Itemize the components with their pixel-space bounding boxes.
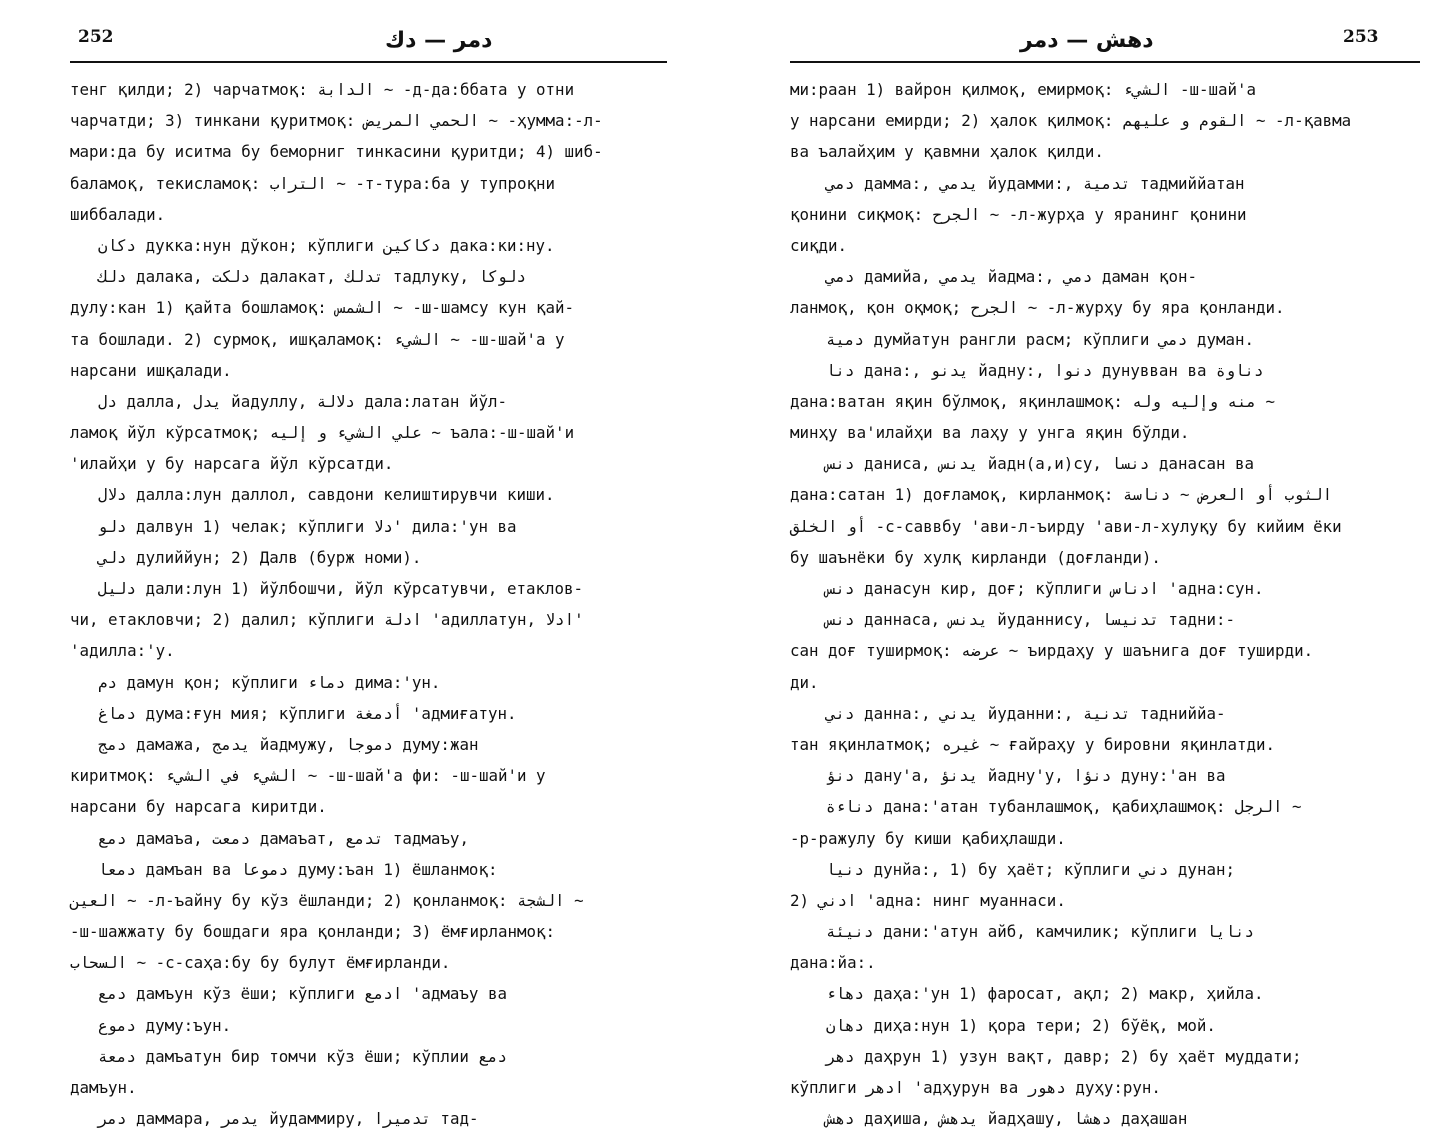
text-line: дулу:кан 1) қайта бошламоқ: الشمس ~ -ш-шамсу кун қай-: [70, 298, 575, 318]
text-line: ми:раан 1) вайрон қилмоқ, емирмоқ: الشيء -ш-шай'а: [790, 80, 1257, 99]
entry-line: دمعة дамъатун бир томчи кўз ёши; кўплии دمع: [98, 1046, 507, 1066]
text-line: нарсани ишқалади.: [70, 360, 232, 380]
text-line: кўплиги ادهر 'адҳурун ва دهور дуҳу:рун.: [790, 1078, 1161, 1097]
entry-line: دنس данасун кир, доғ; кўплиги ادناس 'адна:сун.: [826, 579, 1264, 598]
text-line: ва ъалайҳим у қавмни ҳалок қилди.: [790, 142, 1104, 162]
entry-line: دنيئة дани:'атун айб, камчилик; кўплиги دنايا: [826, 922, 1254, 942]
entry-line: دماغ дума:ғун мия; кўплиги أدمغة 'адмиғатун.: [98, 703, 517, 723]
entry-line: دكان дукка:нун дўкон; кўплиги دكاكين дака:ки:ну.: [98, 235, 555, 255]
text-line: ламоқ йўл кўрсатмоқ; علي الشيء و إليه ~ ъала:-ш-шай'и: [70, 423, 575, 443]
text-line: أو الخلق -с-саввбу 'ави-л-ъирду 'ави-л-хулуқу бу кийим ёки: [790, 516, 1342, 536]
entry-line: دلال далла:лун даллол, савдони келиштирувчи киши.: [98, 485, 555, 505]
text-line: сиқди.: [790, 235, 848, 255]
text-line: дана:ватан яқин бўлмоқ, яқинлашмоқ: منه وإليه وله ~: [790, 391, 1276, 411]
entry-line: دموع думу:ъун.: [98, 1015, 232, 1035]
text-line: та бошлади. 2) сурмоқ, ишқаламоқ: الشيء ~ -ш-шай'а у: [70, 329, 565, 349]
text-line: минҳу ва'илайҳи ва лаҳу у унга яқин бўлди.: [790, 423, 1190, 443]
entry-line: دهان диҳа:нун 1) қора тери; 2) бўёқ, мой.: [826, 1015, 1216, 1035]
entry-line: دمج дамажа, يدمج йадмужу, دموجا думу:жан: [98, 734, 479, 754]
entry-line: دليل дали:лун 1) йўлбошчи, йўл кўрсатувчи, етаклов-: [98, 579, 584, 598]
entry-line: دنيا дунйа:, 1) бу ҳаёт; кўплиги دني дунан;: [826, 859, 1235, 879]
text-line: сан доғ туширмоқ: عرضه ~ ъирдаҳу у шаънига доғ туширди.: [790, 641, 1314, 661]
dictionary-text: [790, 74, 1420, 1134]
page-number: 253: [1343, 27, 1379, 47]
entry-line: دهاء даҳа:'ун 1) фаросат, ақл; 2) макр, ҳийла.: [826, 984, 1264, 1004]
running-header: دهش — دمر: [1020, 28, 1154, 53]
text-line: бу шаънёки бу хулқ кирланди (доғланди).: [790, 547, 1161, 567]
text-line: дана:йа:.: [790, 953, 876, 973]
text-line: баламоқ, текисламоқ: التراب ~ -т-тура:ба у тупроқни: [70, 173, 556, 193]
entry-line: دمعا дамъан ва دموعا думу:ъан 1) ёшланмоқ:: [98, 859, 498, 879]
entry-line: دلو далвун 1) челак; кўплиги دلا' дила:'ун ва: [98, 516, 517, 536]
text-line: -р-ражулу бу киши қабиҳлашди.: [790, 828, 1066, 848]
header-rule: [790, 61, 1420, 63]
text-line: у нарсани емирди; 2) ҳалок қилмоқ: القوم و عليهم ~ -л-қавма: [790, 111, 1352, 131]
text-line: ланмоқ, қон оқмоқ; الجرح ~ -л-журҳу бу яра қонланди.: [790, 298, 1285, 318]
text-line: тенг қилди; 2) чарчатмоқ: الدابة ~ -д-да:ббата у отни: [70, 80, 575, 99]
entry-line: دمية думйатун рангли расм; кўплиги دمي думан.: [826, 329, 1254, 349]
entry-line: دمع дамаъа, دمعت дамаъат, تدمع тадмаъу,: [98, 828, 469, 848]
text-line: нарсани бу нарсага киритди.: [70, 797, 327, 817]
text-line: мари:да бу иситма бу беморниг тинкасини қуритди; 4) шиб-: [70, 142, 603, 162]
text-line: 2) ادني 'адна: нинг муаннаси.: [790, 890, 1066, 910]
entry-line: دمر даммара, يدمر йудаммиру, تدميرا тад-: [98, 1109, 479, 1129]
text-line: 'илайҳи у бу нарсага йўл кўрсатди.: [70, 454, 394, 474]
text-line: киритмоқ: الشيء في الشيء ~ -ш-шай'а фи: -ш-шай'и у: [70, 766, 546, 786]
entry-line: دني данна:, يدني йуданни:, تدنية тадниййа-: [826, 703, 1226, 723]
text-line: чи, етакловчи; 2) далил; кўплиги ادلة 'адиллатун, ادلا': [70, 610, 584, 630]
entry-line: دمي дамийа, يدمي йадма:, دمي даман қон-: [826, 267, 1197, 287]
right-page: [760, 0, 1440, 1129]
text-line: ди.: [790, 672, 819, 692]
header-rule: [70, 61, 667, 63]
entry-line: دمع дамъун кўз ёши; кўплиги ادمع 'адмаъу ва: [98, 984, 507, 1004]
entry-line: دهش даҳиша, يدهش йадҳашу, دهشا даҳашан: [826, 1109, 1188, 1129]
entry-line: دنا дана:, يدنو йадну:, دنوا дунувван ва دناوة: [826, 360, 1264, 380]
text-line: дана:сатан 1) доғламоқ, кирланмоқ: الثوب أو العرض ~ دناسة: [790, 485, 1333, 505]
entry-line: دم дамун қон; кўплиги دماء дима:'ун.: [98, 672, 441, 692]
text-line: тан яқинлатмоқ; غيره ~ ғайраҳу у бировни яқинлатди.: [790, 734, 1276, 754]
entry-line: دلك далака, دلكت далакат, تدلك тадлуку, دلوكا: [98, 267, 527, 287]
text-line: -ш-шажжату бу бошдаги яра қонланди; 3) ёмғирланмоқ:: [70, 922, 556, 942]
text-line: السحاب ~ -с-саҳа:бу бу булут ёмғирланди.: [70, 953, 451, 973]
text-line: العين ~ -л-ъайну бу кўз ёшланди; 2) қонланмоқ: الشجة ~: [70, 890, 584, 910]
entry-line: دنس даниса, يدنس йадн(а,и)су, دنسا данасан ва: [826, 454, 1255, 474]
running-header: دمر — دك: [385, 28, 493, 53]
text-line: қонини сиқмоқ: الجرح ~ -л-журҳа у яранинг қонини: [790, 204, 1247, 224]
entry-line: دل далла, يدل йадуллу, دلالة дала:латан йўл-: [98, 391, 507, 411]
entry-line: دمي дамма:, يدمي йудамми:, تدمية тадмиййатан: [826, 173, 1245, 193]
entry-line: دنس даннаса, يدنس йуданнису, تدنيسا тадни:-: [826, 610, 1236, 630]
entry-line: دنؤ дану'а, يدنؤ йадну'у, دنؤا дуну:'ан ва: [826, 766, 1226, 786]
page-number: 252: [78, 27, 114, 47]
text-line: шиббалади.: [70, 204, 166, 224]
left-page: [0, 0, 700, 1129]
text-line: чарчатди; 3) тинкани қуритмоқ: الحمي المريض ~ -ҳумма:-л-: [70, 111, 603, 131]
text-line: дамъун.: [70, 1078, 137, 1097]
entry-line: دلي дулиййун; 2) Далв (бурж номи).: [98, 547, 422, 567]
entry-line: دناءة дана:'атан тубанлашмоқ, қабиҳлашмоқ: الرجل ~: [826, 797, 1302, 817]
dictionary-text: [70, 74, 670, 1134]
text-line: 'адилла:'у.: [70, 641, 175, 661]
entry-line: دهر даҳрун 1) узун вақт, давр; 2) бу ҳаёт муддати;: [826, 1046, 1302, 1066]
